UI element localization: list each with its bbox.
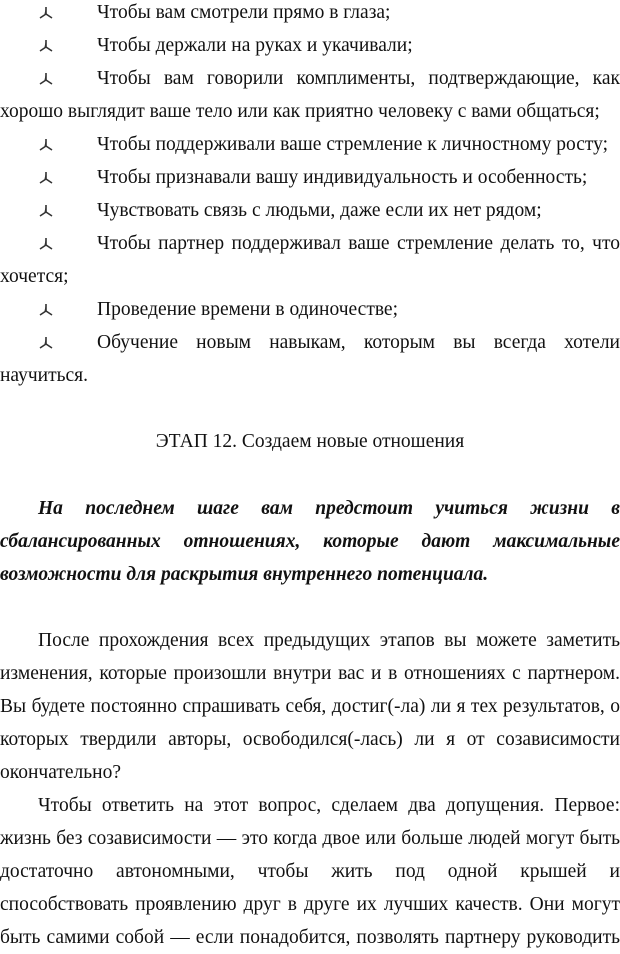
lambda-triangle-icon [38,335,54,351]
paragraph-line: изменения, которые произошли внутри вас и в отношениях с партнером. [0,663,620,684]
paragraph-line: достаточно автономными, чтобы жить под одной крышей и [0,861,620,882]
list-item [0,298,620,322]
list-item [0,331,620,355]
lambda-triangle-icon [38,302,54,318]
list-item-text: Обучение новым навыкам, которым вы всегда хотели [97,332,620,353]
list-item [0,34,620,58]
list-item-text: Чтобы держали на руках и укачивали; [97,35,413,56]
section-heading: ЭТАП 12. Создаем новые отношения [155,431,465,452]
paragraph-line: Чтобы ответить на этот вопрос, сделаем два допущения. Первое: [38,795,620,816]
list-item [0,166,620,190]
lead-paragraph-line: сбалансированных отношениях, которые дают максимальные [0,531,620,552]
lambda-triangle-icon [38,137,54,153]
list-item-text: Чтобы партнер поддерживал ваше стремление делать то, что [97,233,620,254]
list-item-text: Чтобы вам говорили комплименты, подтверждающие, как [97,68,620,89]
paragraph-line: которых твердили авторы, освободился(-лась) ли я от созависимости [0,729,620,750]
lambda-triangle-icon [38,236,54,252]
paragraph-line: жизнь без созависимости — это когда двое или больше людей могут быть [0,828,620,849]
list-item [0,199,620,223]
list-item-text: Чтобы поддерживали ваше стремление к личностному росту; [97,134,609,155]
list-item-text: Чтобы вам смотрели прямо в глаза; [97,2,391,23]
paragraph-line: способствовать проявлению друг в друге их лучших качеств. Они могут [0,894,620,915]
list-item [0,232,620,256]
lead-paragraph-line: возможности для раскрытия внутреннего потенциала. [0,564,489,585]
lambda-triangle-icon [38,71,54,87]
list-item [0,1,620,25]
lambda-triangle-icon [38,203,54,219]
list-item [0,67,620,91]
list-item-continuation: хорошо выглядит ваше тело или как приятно человеку с вами общаться; [0,101,600,122]
paragraph-line: быть самими собой — если понадобится, позволять партнеру руководить [0,927,620,948]
paragraph-line: окончательно? [0,762,122,783]
list-item-text: Чтобы признавали вашу индивидуальность и особенность; [97,167,588,188]
list-item [0,133,620,157]
list-item-continuation: научиться. [0,365,89,386]
lambda-triangle-icon [38,38,54,54]
list-item-continuation: хочется; [0,266,69,287]
list-item-text: Проведение времени в одиночестве; [97,299,399,320]
list-item-text: Чувствовать связь с людьми, даже если их нет рядом; [97,200,542,221]
paragraph-line: Вы будете постоянно спрашивать себя, достиг(-ла) ли я тех результатов, о [0,696,620,717]
lambda-triangle-icon [38,5,54,21]
paragraph-line: После прохождения всех предыдущих этапов вы можете заметить [38,630,620,651]
lambda-triangle-icon [38,170,54,186]
lead-paragraph-line: На последнем шаге вам предстоит учиться жизни в [38,498,620,519]
